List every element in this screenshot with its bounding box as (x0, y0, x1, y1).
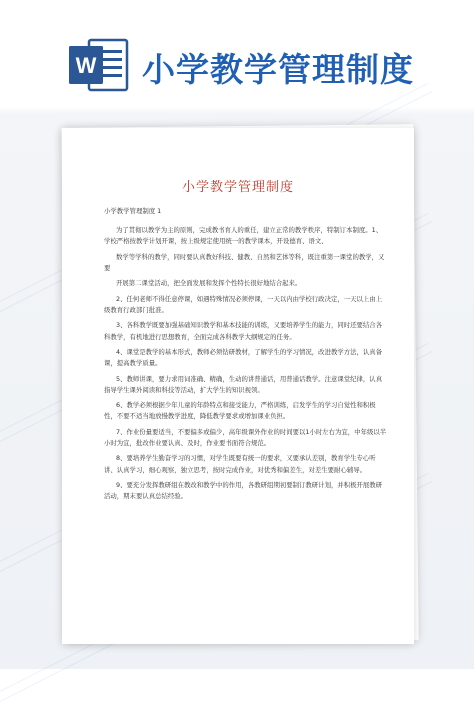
document-paragraph: 5、教师讲课，要力求用词准确、精确，生动的讲普通话，用普通话教学。注意课堂纪律，认真指导学生课外阅读和科技等活动，扩大学生的知识视领。 (104, 374, 383, 394)
document-paragraph: 开展第二课堂活动，把全面发展和发挥个性特长很好地结合起来。 (116, 279, 302, 288)
document-paragraph: 6、教学必须根据少年儿童的年龄特点和接受能力，严格训练，启发学生的学习自觉性和积极性，不要不适当地放慢教学进度，降低教学要求或增加课业负担。 (104, 401, 376, 421)
document-paragraph: 3、各科教学既要加强基础知识教学和基本技能的训练，又要培养学生的能力，同时还要结合各科教学，有机地进行思想教育，全面完成各科教学大纲规定的任务。 (104, 321, 383, 341)
word-document-icon (67, 34, 129, 96)
document-subtitle: 小学教学管理制度 1 (104, 207, 162, 215)
header-banner (0, 0, 474, 108)
page-title: 小学教学管理制度 (142, 50, 414, 89)
document-paragraph: 数学等学科的教学，同时要认真教好科技、健教、自然和艺体等科，既注重第一课堂的教学，又要 (104, 252, 385, 272)
document-paragraph: 7、作业份量要适当，不要偏多或偏少，高年级课外作业的时间要以1小时左右为宜，中年级以半小时为宜，批改作业要认真、及时，作业要书面符合规范。 (104, 427, 387, 447)
document-paragraph: 9、要充分发挥教研组在教改和教学中的作用，各教研组期初要制订教研计划，并积极开展教研活动，期末要认真总结经验。 (104, 480, 383, 501)
document-body (104, 206, 388, 507)
document-paragraph: 8、要培养学生勤奋学习的习惯，对学生既要有统一的要求，又要承认差别，教育学生专心听讲、认真学习，细心观察，独立思考，按时完成作业，对优秀和偏差生，对差生要耐心辅导。 (104, 454, 376, 474)
document-paragraph: 2、任何老师不得任意停课，如遇特殊情况必须停课，一天以内由学校行政决定，一天以上由上级教育行政部门批准。 (104, 294, 383, 314)
document-paragraph: 为了贯彻以教学为主的原则，完成教书育人的重任，建立正常的教学秩序，特制订本制度。1、学校严格按教学计划开课，按上级规定使用统一的教学课本，开设德育、语文、 (104, 226, 383, 246)
document-page (62, 128, 414, 644)
logo-letter: W (75, 53, 97, 78)
document-paragraph: 4、课堂是教学的基本形式，教师必须钻研教材，了解学生的学习情况，改进教学方法，认真备课，提高教学质量。 (104, 347, 383, 368)
document-title: 小学教学管理制度 (181, 180, 294, 195)
